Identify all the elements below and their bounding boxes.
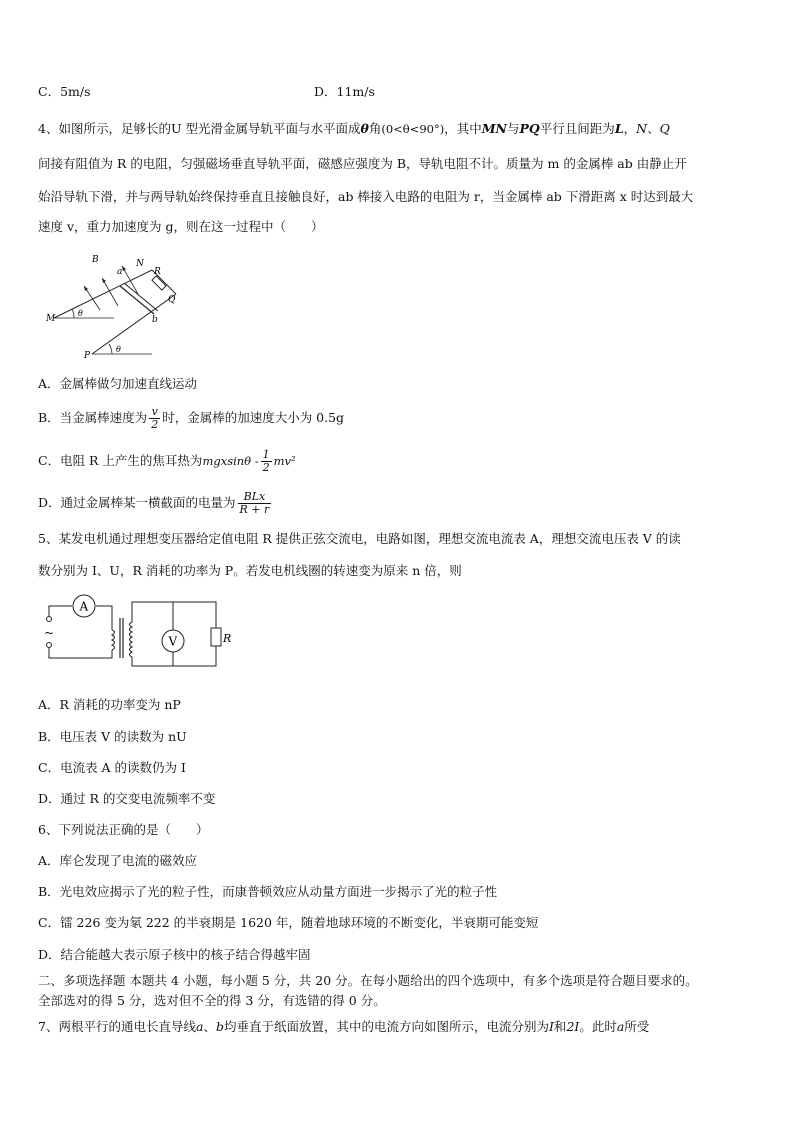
q5-option-d: D．通过 R 的交变电流频率不变 xyxy=(38,791,216,806)
label-m: M xyxy=(46,314,56,324)
resistor-r xyxy=(211,628,221,646)
label-n: N xyxy=(136,259,144,269)
q5-stem-line1: 5、某发电机通过理想变压器给定值电阻 R 提供正弦交流电，电路如图，理想交流电流表 A，理想交流电压表 V 的读 xyxy=(38,531,681,546)
resistor-r xyxy=(152,276,166,290)
q5-option-a: A．R 消耗的功率变为 nP xyxy=(38,697,181,712)
resistor-label: R xyxy=(223,632,232,645)
label-b-field: B xyxy=(92,255,99,265)
q6-option-d: D．结合能越大表示原子核中的核子结合得越牢固 xyxy=(38,947,311,962)
q4-option-a: A．金属棒做匀加速直线运动 xyxy=(38,376,198,391)
ac-source-symbol: ~ xyxy=(44,626,55,640)
fraction-blx: $\frac{\text{BLx}}{R + r}$ xyxy=(239,490,270,516)
q4-stem-line1: 4、如图所示，足够长的U 型光滑金属导轨平面与水平面成θ角(0<θ<90°)，其中MN与PQ平行且间距为L，N、Q xyxy=(38,121,670,136)
q5-circuit-diagram xyxy=(40,592,232,672)
label-q: Q xyxy=(168,295,176,305)
q4-rail-diagram xyxy=(44,250,194,362)
label-theta-2: θ xyxy=(116,345,121,354)
fraction-v-over-2: $\frac{v}{2}$ xyxy=(151,405,159,431)
q4-stem-line3: 始沿导轨下滑，并与两导轨始终保持垂直且接触良好，ab 棒接入电路的电阻为 r，当金属棒 ab 下滑距离 x 时达到最大 xyxy=(38,189,694,204)
section2-instructions-line1: 二、多项选择题 本题共 4 小题，每小题 5 分，共 20 分。在每小题给出的四个选项中，有多个选项是符合题目要求的。 xyxy=(38,973,698,988)
q6-stem: 6、下列说法正确的是（ ） xyxy=(38,822,209,837)
q5-option-c: C．电流表 A 的读数仍为 I xyxy=(38,760,186,775)
ac-terminal-top xyxy=(47,617,52,622)
ammeter-label: A xyxy=(79,599,89,614)
q4-option-d: D．通过金属棒某一横截面的电量为 $\frac{\text{BLx}}{R + r}$ xyxy=(38,490,270,516)
label-p: P xyxy=(84,351,91,361)
q4-option-b: B．当金属棒速度为 $\frac{v}{2}$ 时，金属棒的加速度大小为 0.5g xyxy=(38,405,345,431)
q6-option-b: B．光电效应揭示了光的粒子性，而康普顿效应从动量方面进一步揭示了光的粒子性 xyxy=(38,884,498,899)
q3-option-d: D．11m/s xyxy=(314,84,375,99)
section2-instructions-line2: 全部选对的得 5 分，选对但不全的得 3 分，有选错的得 0 分。 xyxy=(38,993,386,1008)
q7-stem: 7、两根平行的通电长直导线a、b均垂直于纸面放置，其中的电流方向如图所示，电流分别为I和2I。此时a所受 xyxy=(38,1019,650,1034)
label-theta-1: θ xyxy=(78,309,83,318)
label-a: a xyxy=(117,267,123,277)
transformer-primary xyxy=(112,630,115,650)
metal-rod-ab xyxy=(120,286,154,314)
rail-pq xyxy=(92,294,176,354)
voltmeter-label: V xyxy=(168,634,178,649)
fraction-one-half: $\frac{1}{2}$ xyxy=(262,448,270,474)
q6-option-a: A．库仑发现了电流的磁效应 xyxy=(38,853,198,868)
metal-rod-ab-edge xyxy=(124,283,158,311)
q5-option-b: B．电压表 V 的读数为 nU xyxy=(38,729,187,744)
ac-terminal-bottom xyxy=(47,643,52,648)
q5-stem-line2: 数分别为 I、U，R 消耗的功率为 P。若发电机线圈的转速变为原来 n 倍，则 xyxy=(38,563,462,578)
q3-option-c: C．5m/s xyxy=(38,84,91,99)
label-b-end: b xyxy=(152,315,158,325)
transformer-secondary xyxy=(130,622,133,657)
q4-option-c: C．电阻 R 上产生的焦耳热为mgxsinθ - $\frac{1}{2}$ mv² xyxy=(38,448,296,474)
label-r: R xyxy=(154,267,161,277)
q4-stem-line2: 间接有阻值为 R 的电阻，匀强磁场垂直导轨平面，磁感应强度为 B，导轨电阻不计。质量为 m 的金属棒 ab 由静止开 xyxy=(38,156,687,171)
field-arrow-2 xyxy=(102,278,118,306)
q4-stem-line4: 速度 v，重力加速度为 g，则在这一过程中（ ） xyxy=(38,219,324,234)
q6-option-c: C．镭 226 变为氡 222 的半衰期是 1620 年，随着地球环境的不断变化，半衰期可能变短 xyxy=(38,915,539,930)
